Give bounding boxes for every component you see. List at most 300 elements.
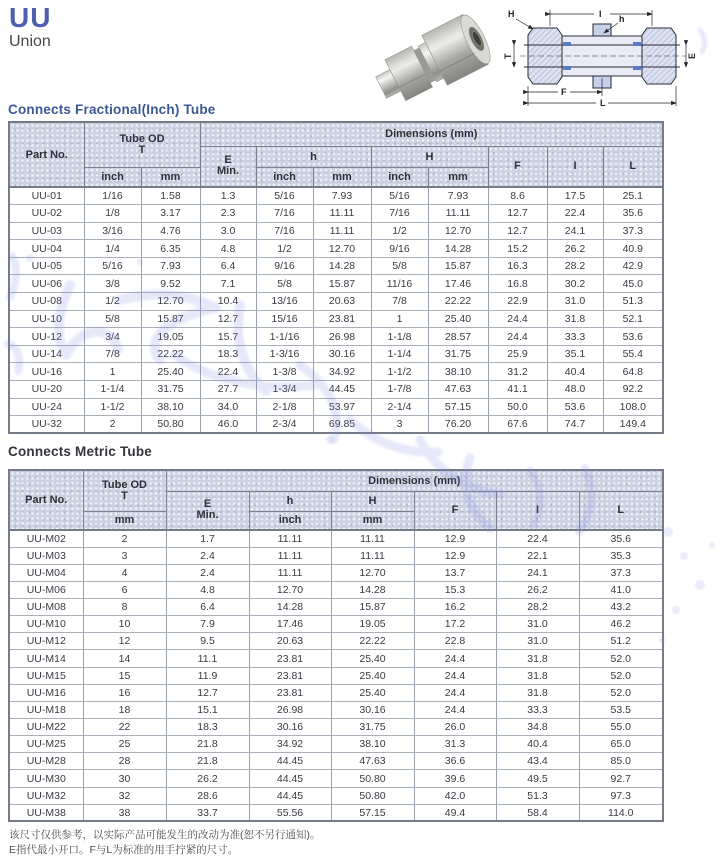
col-header-h-small: h: [249, 491, 331, 511]
value-cell: 33.3: [547, 328, 603, 346]
value-cell: 21.8: [166, 736, 249, 753]
value-cell: 3.0: [200, 222, 256, 240]
table-row: [9, 205, 663, 223]
value-cell: 10.4: [200, 293, 256, 311]
value-cell: 24.1: [547, 222, 603, 240]
value-cell: 34.0: [200, 398, 256, 416]
value-cell: 15.87: [141, 310, 200, 328]
value-cell: 24.4: [414, 684, 496, 701]
value-cell: 12.7: [166, 684, 249, 701]
value-cell: 11.1: [166, 650, 249, 667]
col-header-dimensions: Dimensions (mm): [200, 122, 663, 146]
table-row: [9, 530, 663, 547]
value-cell: 25.40: [141, 363, 200, 381]
subheader-mm: mm: [83, 511, 166, 530]
table-row: [9, 363, 663, 381]
value-cell: 5/16: [256, 187, 313, 205]
value-cell: 1-1/4: [84, 381, 141, 399]
table-row: [9, 381, 663, 399]
part-no-cell: UU-06: [9, 275, 84, 293]
value-cell: 1.7: [166, 530, 249, 547]
part-no-cell: UU-M38: [9, 804, 83, 821]
value-cell: 12.9: [414, 530, 496, 547]
value-cell: 2: [84, 416, 141, 434]
value-cell: 15/16: [256, 310, 313, 328]
value-cell: 31.0: [547, 293, 603, 311]
value-cell: 22.22: [141, 345, 200, 363]
value-cell: 30.16: [249, 719, 331, 736]
value-cell: 1-3/16: [256, 345, 313, 363]
value-cell: 12.70: [331, 564, 414, 581]
table-row: [9, 684, 663, 701]
value-cell: 1-1/2: [371, 363, 428, 381]
col-header-f: F: [414, 491, 496, 530]
col-header-l: L: [579, 491, 663, 530]
subheader-inch: inch: [84, 167, 141, 187]
value-cell: 22.4: [496, 530, 579, 547]
value-cell: 6.35: [141, 240, 200, 258]
dim-label-I: I: [599, 9, 602, 19]
subheader-mm: mm: [428, 167, 488, 187]
dim-label-T: T: [503, 53, 513, 59]
value-cell: 35.6: [603, 205, 663, 223]
part-no-cell: UU-M15: [9, 667, 83, 684]
value-cell: 12.70: [141, 293, 200, 311]
value-cell: 24.4: [488, 310, 547, 328]
value-cell: 53.5: [579, 701, 663, 718]
value-cell: 5/8: [256, 275, 313, 293]
table-row: [9, 398, 663, 416]
value-cell: 1-3/8: [256, 363, 313, 381]
part-no-cell: UU-M22: [9, 719, 83, 736]
value-cell: 37.3: [579, 564, 663, 581]
value-cell: 31.8: [496, 667, 579, 684]
value-cell: 47.63: [428, 381, 488, 399]
value-cell: 55.0: [579, 719, 663, 736]
value-cell: 12.7: [488, 222, 547, 240]
value-cell: 31.0: [496, 633, 579, 650]
dim-label-H: H: [508, 9, 515, 19]
value-cell: 30.16: [313, 345, 371, 363]
value-cell: 5/8: [84, 310, 141, 328]
value-cell: 1-7/8: [371, 381, 428, 399]
value-cell: 17.46: [249, 616, 331, 633]
value-cell: 9/16: [256, 257, 313, 275]
value-cell: 7/8: [84, 345, 141, 363]
value-cell: 7.1: [200, 275, 256, 293]
value-cell: 33.3: [496, 701, 579, 718]
value-cell: 11/16: [371, 275, 428, 293]
col-header-h-cap: H: [331, 491, 414, 511]
value-cell: 2.3: [200, 205, 256, 223]
value-cell: 51.3: [496, 787, 579, 804]
value-cell: 1.3: [200, 187, 256, 205]
value-cell: 44.45: [313, 381, 371, 399]
value-cell: 15.3: [414, 581, 496, 598]
value-cell: 2.4: [166, 564, 249, 581]
value-cell: 25.40: [428, 310, 488, 328]
table-row: [9, 222, 663, 240]
value-cell: 31.8: [496, 650, 579, 667]
value-cell: 27.7: [200, 381, 256, 399]
value-cell: 38.10: [141, 398, 200, 416]
value-cell: 52.0: [579, 650, 663, 667]
value-cell: 44.45: [249, 753, 331, 770]
value-cell: 15.2: [488, 240, 547, 258]
page-subtitle: Union: [9, 33, 51, 50]
value-cell: 7/16: [256, 222, 313, 240]
table-row: [9, 581, 663, 598]
table-row: [9, 187, 663, 205]
fractional-table-header: [9, 122, 663, 187]
value-cell: 10: [83, 616, 166, 633]
value-cell: 26.98: [313, 328, 371, 346]
value-cell: 34.92: [313, 363, 371, 381]
tube-od-symbol: T: [121, 489, 128, 502]
value-cell: 44.45: [249, 787, 331, 804]
value-cell: 16.2: [414, 599, 496, 616]
value-cell: 92.2: [603, 381, 663, 399]
part-no-cell: UU-M12: [9, 633, 83, 650]
value-cell: 74.7: [547, 416, 603, 434]
e-label: E: [224, 154, 232, 167]
value-cell: 15: [83, 667, 166, 684]
value-cell: 28.57: [428, 328, 488, 346]
part-no-cell: UU-10: [9, 310, 84, 328]
value-cell: 31.75: [428, 345, 488, 363]
value-cell: 31.0: [496, 616, 579, 633]
value-cell: 53.6: [547, 398, 603, 416]
value-cell: 11.11: [313, 205, 371, 223]
part-no-cell: UU-05: [9, 257, 84, 275]
value-cell: 4.76: [141, 222, 200, 240]
table-row: [9, 345, 663, 363]
value-cell: 14.28: [313, 257, 371, 275]
value-cell: 114.0: [579, 804, 663, 821]
value-cell: 49.5: [496, 770, 579, 787]
part-no-cell: UU-03: [9, 222, 84, 240]
value-cell: 22.1: [496, 547, 579, 564]
value-cell: 85.0: [579, 753, 663, 770]
value-cell: 44.45: [249, 770, 331, 787]
value-cell: 6.4: [200, 257, 256, 275]
table-row: [9, 310, 663, 328]
value-cell: 2: [83, 530, 166, 547]
value-cell: 7.93: [141, 257, 200, 275]
value-cell: 65.0: [579, 736, 663, 753]
value-cell: 7/16: [256, 205, 313, 223]
subheader-mm: mm: [141, 167, 200, 187]
value-cell: 42.0: [414, 787, 496, 804]
value-cell: 2-1/4: [371, 398, 428, 416]
value-cell: 39.6: [414, 770, 496, 787]
tube-od-symbol: T: [138, 143, 146, 156]
value-cell: 23.81: [249, 684, 331, 701]
table-row: [9, 736, 663, 753]
table-row: [9, 770, 663, 787]
value-cell: 11.11: [249, 564, 331, 581]
table-row: [9, 804, 663, 821]
value-cell: 12: [83, 633, 166, 650]
part-no-cell: UU-M18: [9, 701, 83, 718]
value-cell: 58.4: [496, 804, 579, 821]
value-cell: 8.6: [488, 187, 547, 205]
value-cell: 12.70: [249, 581, 331, 598]
value-cell: 12.9: [414, 547, 496, 564]
value-cell: 26.98: [249, 701, 331, 718]
product-photo: [372, 8, 507, 108]
value-cell: 13/16: [256, 293, 313, 311]
tube-od-label: Tube OD: [119, 132, 165, 145]
value-cell: 35.1: [547, 345, 603, 363]
value-cell: 1-1/16: [256, 328, 313, 346]
value-cell: 9/16: [371, 240, 428, 258]
value-cell: 26.2: [547, 240, 603, 258]
value-cell: 35.3: [579, 547, 663, 564]
value-cell: 22.22: [428, 293, 488, 311]
value-cell: 24.1: [496, 564, 579, 581]
part-no-cell: UU-32: [9, 416, 84, 434]
metric-table: [8, 469, 664, 822]
value-cell: 1/2: [256, 240, 313, 258]
value-cell: 53.6: [603, 328, 663, 346]
table-row: [9, 787, 663, 804]
value-cell: 25.9: [488, 345, 547, 363]
tube-od-label: Tube OD: [101, 478, 147, 491]
value-cell: 3/4: [84, 328, 141, 346]
value-cell: 12.7: [488, 205, 547, 223]
value-cell: 149.4: [603, 416, 663, 434]
value-cell: 30.2: [547, 275, 603, 293]
part-no-cell: UU-M32: [9, 787, 83, 804]
table-row: [9, 416, 663, 434]
value-cell: 34.8: [496, 719, 579, 736]
col-header-tube-od: [83, 470, 166, 511]
value-cell: 16.3: [488, 257, 547, 275]
value-cell: 1/8: [84, 205, 141, 223]
value-cell: 17.46: [428, 275, 488, 293]
value-cell: 18.3: [166, 719, 249, 736]
value-cell: 1-3/4: [256, 381, 313, 399]
col-header-h-cap: H: [371, 146, 488, 167]
value-cell: 1-1/2: [84, 398, 141, 416]
value-cell: 49.4: [414, 804, 496, 821]
table-row: [9, 667, 663, 684]
value-cell: 7/8: [371, 293, 428, 311]
value-cell: 22.22: [331, 633, 414, 650]
part-no-cell: UU-M06: [9, 581, 83, 598]
value-cell: 22.8: [414, 633, 496, 650]
value-cell: 31.8: [496, 684, 579, 701]
table-row: [9, 257, 663, 275]
value-cell: 40.4: [496, 736, 579, 753]
value-cell: 52.0: [579, 684, 663, 701]
value-cell: 15.87: [428, 257, 488, 275]
value-cell: 50.0: [488, 398, 547, 416]
dimension-diagram: [500, 2, 708, 112]
dim-label-F: F: [561, 87, 567, 97]
value-cell: 18.3: [200, 345, 256, 363]
value-cell: 108.0: [603, 398, 663, 416]
value-cell: 18: [83, 701, 166, 718]
footnote-line-1: 该尺寸仅供参考，以实际产品可能发生的改动为准(恕不另行通知)。: [9, 829, 321, 841]
dim-label-L: L: [600, 98, 606, 108]
value-cell: 20.63: [249, 633, 331, 650]
value-cell: 1/16: [84, 187, 141, 205]
value-cell: 21.8: [166, 753, 249, 770]
value-cell: 25.1: [603, 187, 663, 205]
part-no-cell: UU-20: [9, 381, 84, 399]
value-cell: 14.28: [331, 581, 414, 598]
value-cell: 1: [84, 363, 141, 381]
value-cell: 76.20: [428, 416, 488, 434]
value-cell: 23.81: [249, 667, 331, 684]
value-cell: 31.8: [547, 310, 603, 328]
value-cell: 24.4: [488, 328, 547, 346]
value-cell: 25.40: [331, 684, 414, 701]
value-cell: 40.4: [547, 363, 603, 381]
value-cell: 36.6: [414, 753, 496, 770]
part-no-cell: UU-M28: [9, 753, 83, 770]
value-cell: 1/2: [84, 293, 141, 311]
value-cell: 22.4: [547, 205, 603, 223]
value-cell: 1/4: [84, 240, 141, 258]
value-cell: 9.5: [166, 633, 249, 650]
value-cell: 17.5: [547, 187, 603, 205]
value-cell: 1-1/8: [371, 328, 428, 346]
value-cell: 3: [371, 416, 428, 434]
value-cell: 15.87: [331, 599, 414, 616]
value-cell: 25.40: [331, 667, 414, 684]
value-cell: 50.80: [141, 416, 200, 434]
value-cell: 92.7: [579, 770, 663, 787]
value-cell: 16.8: [488, 275, 547, 293]
value-cell: 8: [83, 599, 166, 616]
value-cell: 9.52: [141, 275, 200, 293]
value-cell: 12.7: [200, 310, 256, 328]
value-cell: 40.9: [603, 240, 663, 258]
section-heading-metric: Connects Metric Tube: [8, 444, 153, 459]
value-cell: 19.05: [141, 328, 200, 346]
part-no-cell: UU-M30: [9, 770, 83, 787]
value-cell: 14.28: [428, 240, 488, 258]
value-cell: 26.2: [496, 581, 579, 598]
value-cell: 17.2: [414, 616, 496, 633]
value-cell: 69.85: [313, 416, 371, 434]
value-cell: 16: [83, 684, 166, 701]
value-cell: 52.0: [579, 667, 663, 684]
value-cell: 38.10: [331, 736, 414, 753]
col-header-part-no: Part No.: [9, 470, 83, 530]
value-cell: 6: [83, 581, 166, 598]
value-cell: 3: [83, 547, 166, 564]
part-no-cell: UU-24: [9, 398, 84, 416]
subheader-inch: inch: [256, 167, 313, 187]
value-cell: 28.2: [547, 257, 603, 275]
dim-label-h: h: [619, 14, 625, 24]
value-cell: 15.87: [313, 275, 371, 293]
table-row: [9, 650, 663, 667]
table-row: [9, 599, 663, 616]
value-cell: 48.0: [547, 381, 603, 399]
value-cell: 43.2: [579, 599, 663, 616]
e-min-label: Min.: [217, 165, 240, 178]
value-cell: 20.63: [313, 293, 371, 311]
value-cell: 7.93: [313, 187, 371, 205]
value-cell: 28.2: [496, 599, 579, 616]
value-cell: 31.75: [141, 381, 200, 399]
value-cell: 15.7: [200, 328, 256, 346]
value-cell: 52.1: [603, 310, 663, 328]
value-cell: 26.2: [166, 770, 249, 787]
col-header-l: L: [603, 146, 663, 187]
value-cell: 24.4: [414, 667, 496, 684]
table-row: [9, 240, 663, 258]
value-cell: 23.81: [249, 650, 331, 667]
part-no-cell: UU-M04: [9, 564, 83, 581]
value-cell: 1/2: [371, 222, 428, 240]
value-cell: 1: [371, 310, 428, 328]
dim-label-E: E: [687, 52, 697, 59]
value-cell: 1-1/4: [371, 345, 428, 363]
value-cell: 55.56: [249, 804, 331, 821]
value-cell: 15.1: [166, 701, 249, 718]
value-cell: 50.80: [331, 770, 414, 787]
page-title: UU: [9, 2, 52, 33]
value-cell: 34.92: [249, 736, 331, 753]
value-cell: 31.75: [331, 719, 414, 736]
value-cell: 55.4: [603, 345, 663, 363]
col-header-i: I: [496, 491, 579, 530]
value-cell: 50.80: [331, 787, 414, 804]
value-cell: 24.4: [414, 701, 496, 718]
e-min-label: Min.: [196, 509, 219, 522]
value-cell: 11.11: [331, 547, 414, 564]
value-cell: 28.6: [166, 787, 249, 804]
part-no-cell: UU-02: [9, 205, 84, 223]
value-cell: 5/16: [371, 187, 428, 205]
part-no-cell: UU-M16: [9, 684, 83, 701]
value-cell: 13.7: [414, 564, 496, 581]
part-no-cell: UU-08: [9, 293, 84, 311]
value-cell: 64.8: [603, 363, 663, 381]
col-header-f: F: [488, 146, 547, 187]
value-cell: 30: [83, 770, 166, 787]
value-cell: 2.4: [166, 547, 249, 564]
col-header-dimensions: Dimensions (mm): [166, 470, 663, 491]
value-cell: 7/16: [371, 205, 428, 223]
footnote-line-2: E指代最小开口。F与L为标准的用手拧紧的尺寸。: [9, 844, 239, 856]
value-cell: 3/8: [84, 275, 141, 293]
value-cell: 2-3/4: [256, 416, 313, 434]
value-cell: 31.2: [488, 363, 547, 381]
value-cell: 4.8: [166, 581, 249, 598]
part-no-cell: UU-04: [9, 240, 84, 258]
value-cell: 11.11: [313, 222, 371, 240]
table-row: [9, 328, 663, 346]
value-cell: 3/16: [84, 222, 141, 240]
value-cell: 5/16: [84, 257, 141, 275]
value-cell: 31.3: [414, 736, 496, 753]
value-cell: 41.0: [579, 581, 663, 598]
value-cell: 1.58: [141, 187, 200, 205]
table-row: [9, 293, 663, 311]
table-row: [9, 547, 663, 564]
value-cell: 11.11: [249, 530, 331, 547]
value-cell: 6.4: [166, 599, 249, 616]
value-cell: 14: [83, 650, 166, 667]
metric-table-body: [9, 530, 663, 821]
